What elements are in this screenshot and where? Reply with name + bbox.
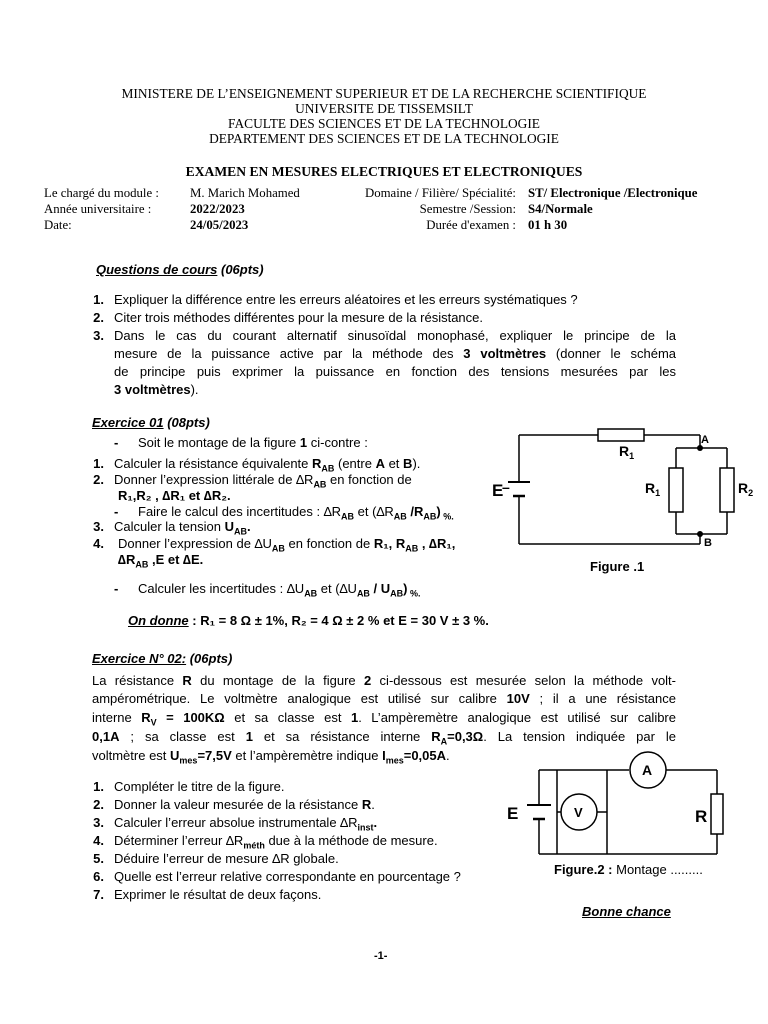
- ex1-q4-sub-dash: -: [114, 581, 119, 596]
- course-q3-line3: de principe puis exprimer la puissance en fonction des tensions mesurées par les: [114, 364, 676, 379]
- course-q2-number: 2.: [93, 310, 104, 325]
- ex2-q3-number: 3.: [93, 815, 104, 830]
- figure-2-circuit: [495, 748, 735, 860]
- figure-1-caption: Figure .1: [590, 559, 645, 574]
- fig1-label-E: E: [492, 481, 504, 500]
- ex2-q6-number: 6.: [93, 869, 104, 884]
- fig2-voltmeter-V: V: [574, 805, 583, 820]
- teacher-label: Le chargé du module :: [44, 186, 159, 200]
- ex1-given: On donne : R₁ = 8 Ω ± 1%, R₂ = 4 Ω ± 2 % et E = 30 V ± 3 %.: [128, 613, 489, 628]
- header-faculty: FACULTE DES SCIENCES ET DE LA TECHNOLOGIE: [228, 116, 540, 131]
- page-number: -1-: [374, 950, 388, 962]
- ex1-q2-line1: Donner l’expression littérale de $\Delta R_{AB}$ en fonction de: [114, 472, 412, 490]
- course-q3-line1: Dans le cas du courant alternatif sinusoïdal monophasé, expliquer le principe de la: [114, 328, 676, 343]
- course-q3-number: 3.: [93, 328, 104, 343]
- fig1-E-dash: –: [502, 479, 510, 495]
- fig2-label-R: R: [695, 807, 708, 826]
- header-ministry: MINISTERE DE L’ENSEIGNEMENT SUPERIEUR ET DE LA RECHERCHE SCIENTIFIQUE: [121, 86, 647, 101]
- course-q2: Citer trois méthodes différentes pour la mesure de la résistance.: [114, 310, 483, 325]
- fig1-label-R1-left: $R_1$: [645, 480, 661, 498]
- ex2-q4-number: 4.: [93, 833, 104, 848]
- ex1-q2-sub-dash: -: [114, 504, 119, 519]
- header-department: DEPARTEMENT DES SCIENCES ET DE LA TECHNOLOGIE: [209, 131, 559, 146]
- ex1-q4-line2: $\Delta R_{AB}$ ,E et ∆E.: [118, 552, 204, 570]
- ex2-title: Exercice N° 02: (06pts): [92, 651, 233, 666]
- ex2-q4: Déterminer l’erreur $\Delta R_{méth}$ due à la méthode de mesure.: [114, 833, 438, 851]
- course-q3-line2: mesure de la puissance active par la méthode des 3 voltmètres (donner le schéma: [114, 346, 677, 361]
- domain-value: ST/ Electronique /Electronique: [528, 186, 698, 200]
- figure-1-circuit: [480, 420, 760, 560]
- ex1-q4-sub: Calculer les incertitudes : $\Delta U_{AB}$ et $(\Delta U_{AB} / U_{AB})$ $_{\%.}$: [138, 581, 421, 599]
- ex1-title: Exercice 01 (08pts): [92, 415, 210, 430]
- ex2-paragraph-line2: ampérométrique. Le voltmètre analogique est utilisé sur calibre 10V ; il a une résistance: [92, 691, 676, 706]
- ex2-q7: Exprimer le résultat de deux façons.: [114, 887, 322, 902]
- good-luck: Bonne chance: [582, 904, 671, 919]
- ex1-q2-number: 2.: [93, 472, 104, 487]
- course-q1-number: 1.: [93, 292, 104, 307]
- ex1-q1: Calculer la résistance équivalente $R_{AB}$ (entre A et B).: [114, 456, 421, 474]
- ex1-q4-line1: Donner l’expression de $\Delta U_{AB}$ en fonction de R₁, $R_{AB}$ , ∆R₁,: [118, 536, 456, 554]
- ex2-q2: Donner la valeur mesurée de la résistance R.: [114, 797, 375, 812]
- header-university: UNIVERSITE DE TISSEMSILT: [295, 101, 473, 116]
- ex1-q3: Calculer la tension $U_{AB}$.: [114, 519, 251, 537]
- ex2-q5-number: 5.: [93, 851, 104, 866]
- ex1-q3-number: 3.: [93, 519, 104, 534]
- ex1-q2-line2: R₁,R₂ , ∆R₁ et ∆R₂.: [118, 488, 231, 503]
- ex2-q7-number: 7.: [93, 887, 104, 902]
- ex2-q3: Calculer l’erreur absolue instrumentale $\Delta R_{inst}$.: [114, 815, 378, 833]
- ex2-q6: Quelle est l’erreur relative correspondante en pourcentage ?: [114, 869, 461, 884]
- figure-2-caption: Figure.2 : Montage .........: [554, 862, 703, 877]
- ex2-paragraph-line1: La résistance R du montage de la figure 2 ci-dessous est mesurée selon la méthode volt-: [92, 673, 677, 688]
- fig1-label-R2: $R_2$: [738, 480, 754, 498]
- fig2-ammeter-A: A: [642, 762, 653, 778]
- semester-label: Semestre /Session:: [419, 202, 516, 216]
- fig1-label-A: A: [701, 434, 709, 446]
- ex2-q1: Compléter le titre de la figure.: [114, 779, 285, 794]
- ex1-q1-number: 1.: [93, 456, 104, 471]
- domain-label: Domaine / Filière/ Spécialité:: [364, 186, 516, 200]
- date-label: Date:: [44, 218, 72, 232]
- ex1-intro: Soit le montage de la figure 1 ci-contre :: [138, 435, 368, 450]
- teacher-value: M. Marich Mohamed: [190, 186, 300, 200]
- fig1-label-R1-top: $R_1$: [619, 443, 635, 461]
- ex1-q4-number: 4.: [93, 536, 104, 551]
- fig2-label-E: E: [507, 804, 519, 823]
- ex2-q1-number: 1.: [93, 779, 104, 794]
- course-section-title: Questions de cours (06pts): [96, 262, 264, 277]
- ex2-paragraph-line3: interne $R_V = 100K\Omega$ et sa classe est 1. L’ampèremètre analogique est utilisé sur calibre: [92, 710, 676, 728]
- date-value: 24/05/2023: [190, 218, 249, 232]
- year-label: Année universitaire :: [44, 202, 152, 216]
- ex1-q2-sub: Faire le calcul des incertitudes : $\Delta R_{AB}$ et ($\Delta R_{AB}$ $/R_{AB}$) $_{\%.}$: [138, 504, 454, 522]
- ex1-intro-dash: -: [114, 435, 119, 450]
- ex2-q5: Déduire l’erreur de mesure ∆R globale.: [114, 851, 339, 866]
- year-value: 2022/2023: [190, 202, 245, 216]
- exam-title: EXAMEN EN MESURES ELECTRIQUES ET ELECTRONIQUES: [185, 164, 583, 179]
- fig1-label-B: B: [704, 537, 712, 549]
- course-q3-line4: 3 voltmètres).: [114, 382, 199, 397]
- duration-label: Durée d'examen :: [426, 218, 516, 232]
- course-q1: Expliquer la différence entre les erreurs aléatoires et les erreurs systématiques ?: [114, 292, 578, 307]
- duration-value: 01 h 30: [528, 218, 568, 232]
- ex2-q2-number: 2.: [93, 797, 104, 812]
- ex2-paragraph-line4: 0,1A ; sa classe est 1 et sa résistance interne $R_A=0,3\Omega$. La tension indiquée par le: [92, 729, 676, 747]
- semester-value: S4/Normale: [528, 202, 593, 216]
- ex2-paragraph-line5: voltmètre est $U_{mes}=7,5V$ et l’ampèremètre indique $I_{mes}=0,05A$.: [92, 748, 450, 766]
